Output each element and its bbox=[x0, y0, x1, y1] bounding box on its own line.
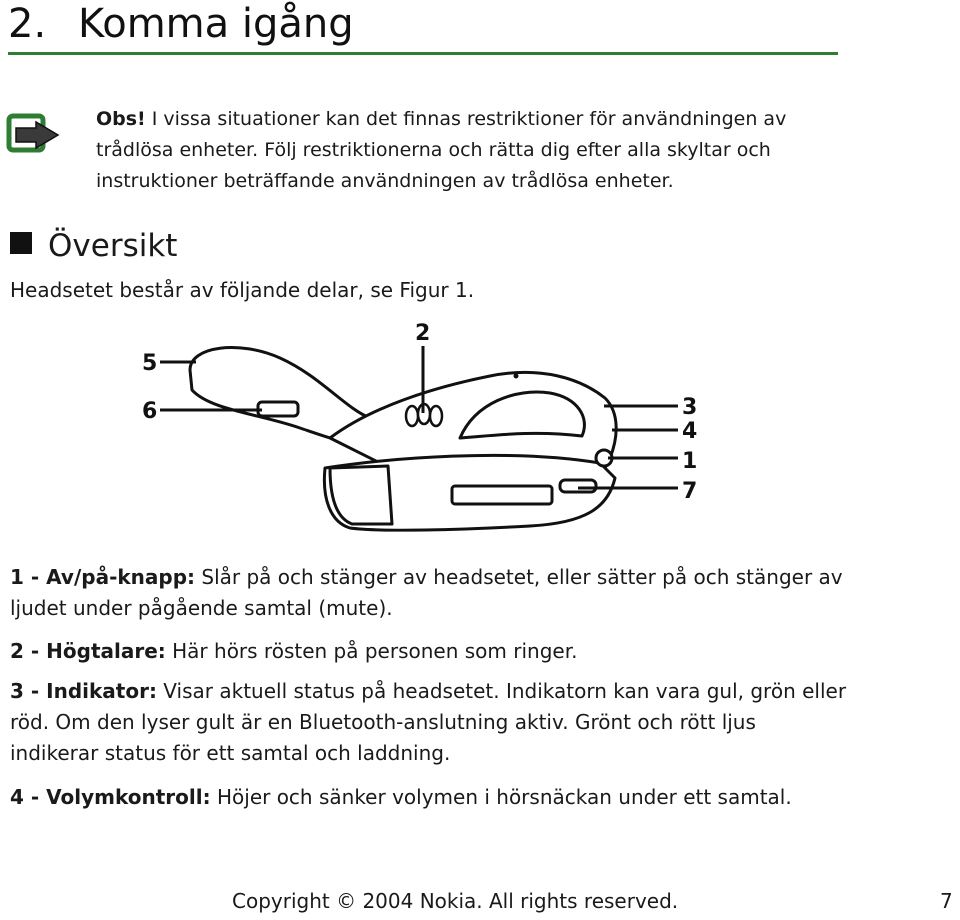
item-text: Visar aktuell status på headsetet. Indikatorn kan vara gul, grön eller röd. Om den lyser gult är en Bluetooth-anslutning aktiv. Grönt och rött ljus indikerar status för ett samtal och laddning. bbox=[10, 679, 847, 765]
item-label: 3 - Indikator: bbox=[10, 679, 157, 703]
item-text: Här hörs rösten på personen som ringer. bbox=[165, 639, 578, 663]
callout-label-7: 7 bbox=[682, 479, 698, 504]
page-number: 7 bbox=[940, 889, 953, 913]
chapter-number: 2. bbox=[8, 1, 47, 47]
side-button-shape bbox=[560, 480, 596, 492]
footer-copyright: Copyright © 2004 Nokia. All rights reserved. bbox=[232, 889, 679, 913]
callout-label-3: 3 bbox=[682, 395, 698, 420]
headset-figure bbox=[130, 318, 720, 548]
item-indicator bbox=[10, 676, 850, 769]
section-heading bbox=[10, 226, 177, 266]
item-label: 2 - Högtalare: bbox=[10, 639, 166, 663]
callout-label-5: 5 bbox=[142, 351, 158, 376]
item-volume-control bbox=[10, 782, 850, 813]
side-panel-shape bbox=[330, 466, 392, 524]
indicator-dot bbox=[514, 374, 519, 379]
item-text: Höjer och sänker volymen i hörsnäckan under ett samtal. bbox=[210, 785, 792, 809]
note-hand-icon bbox=[6, 108, 62, 158]
note-label: Obs! bbox=[96, 108, 146, 130]
bottom-slot-shape bbox=[452, 486, 552, 504]
callout-label-1: 1 bbox=[682, 449, 698, 474]
hook-button-shape bbox=[258, 402, 298, 416]
note-text bbox=[96, 104, 856, 197]
chapter-title-text: Komma igång bbox=[78, 1, 354, 47]
callout-label-6: 6 bbox=[142, 399, 158, 424]
item-text: Slår på och stänger av headsetet, eller sätter på och stänger av ljudet under pågående samtal (mute). bbox=[10, 565, 843, 620]
callout-label-4: 4 bbox=[682, 419, 698, 444]
section-title: Översikt bbox=[48, 228, 178, 264]
callout-label-2: 2 bbox=[415, 321, 431, 346]
section-bullet-icon bbox=[10, 232, 32, 254]
intro-text: Headsetet består av följande delar, se Figur 1. bbox=[10, 278, 475, 302]
item-speaker bbox=[10, 636, 850, 667]
title-rule bbox=[8, 52, 838, 55]
item-label: 4 - Volymkontroll: bbox=[10, 785, 211, 809]
note-body: I vissa situationer kan det finnas restriktioner för användningen av trådlösa enheter. Följ restriktionerna och rätta dig efter alla skyltar och instruktioner beträffande användningen av trådlösa enheter. bbox=[96, 108, 787, 192]
item-power-button bbox=[10, 562, 850, 624]
item-label: 1 - Av/på-knapp: bbox=[10, 565, 196, 589]
chapter-title bbox=[8, 0, 354, 48]
